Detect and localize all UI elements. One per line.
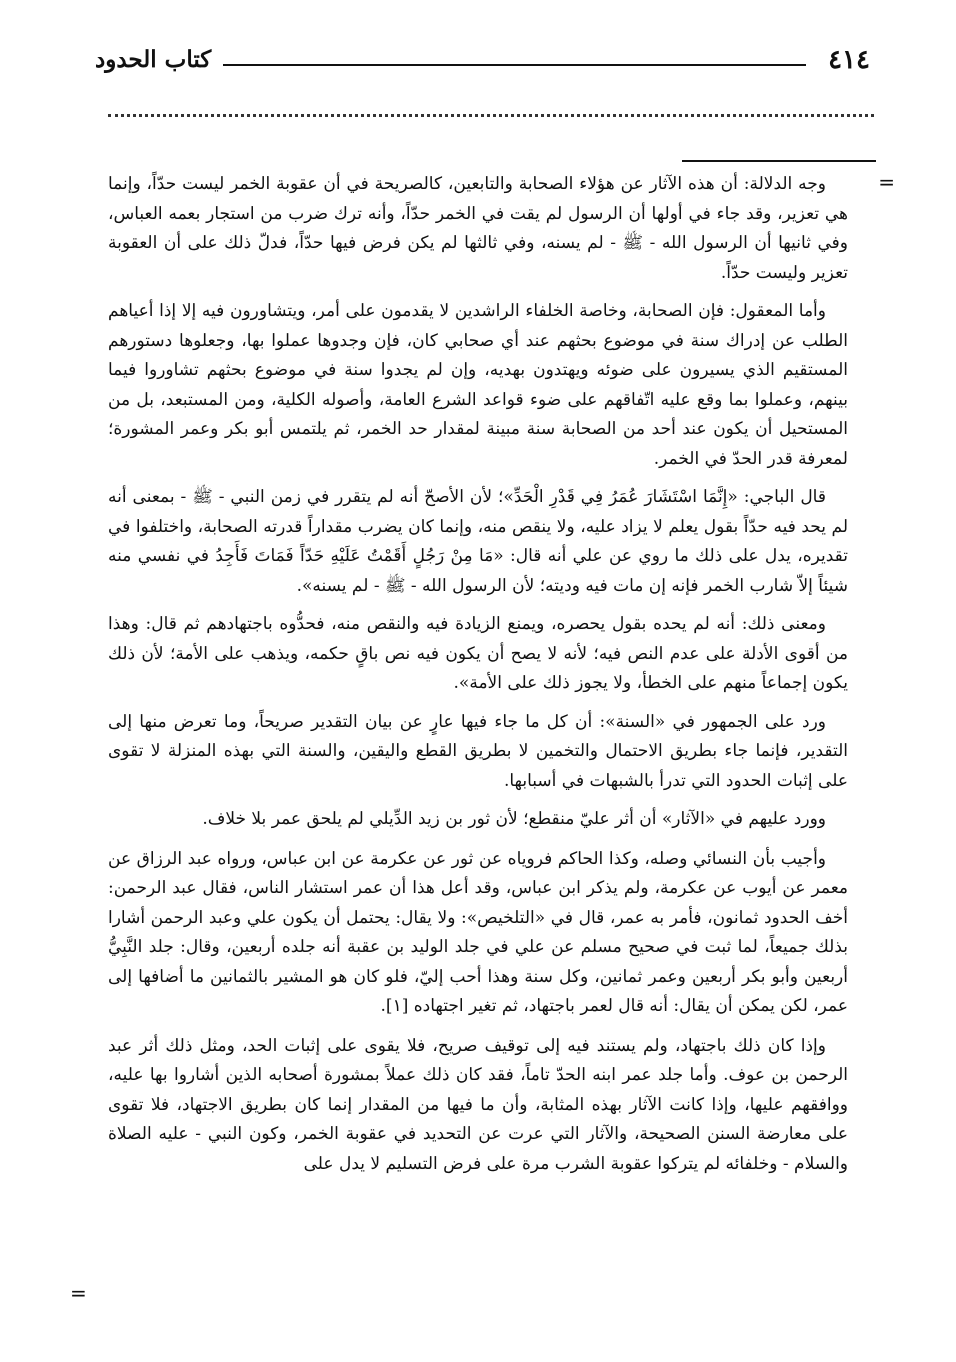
page-header	[95, 40, 870, 84]
dotted-separator	[108, 114, 874, 117]
paragraph-conclusion: وإذا كان ذلك باجتهاد، ولم يستند فيه إلى توقيف صريح، فلا يقوى على إثبات الحد، ومثل ذلك أثر عبد الرحمن بن عوف. وأما جلد عمر ابنه الحدّ تاماً، فقد كان ذلك عملاً بمشورة أصحابه الذين أشاروا بها عليه، ووافقهم عليها، وإذا كانت الآثار بهذه المثابة، وأن ما فيها من المقدار إنما كان بطريق الاجتهاد، فلا تقوى على معارضة السنن الصحيحة، والآثار التي عرت عن التحديد في عقوبة الخمر، وكون النبي - عليه الصلاة والسلام - وخلفائه لم يتركوا عقوبة الشرب مرة على فرض التسليم لا يدل على	[108, 1035, 848, 1174]
paragraph-athar-objection: وورد عليهم في «الآثار» أن أثر عليّ منقطع؛ لأن ثور بن زيد الدِّيلي لم يلحق عمر بلا خلاف.	[202, 809, 826, 829]
book-title: كتاب الحدود	[95, 46, 212, 73]
page-number: ٤١٤	[828, 45, 870, 75]
paragraph-evidence: وجه الدلالة: أن هذه الآثار عن هؤلاء الصحابة والتابعين، كالصريحة في أن عقوبة الخمر ليست حدّاً، وإنما هي تعزير، وقد جاء في أولها أن الرسول لم يقت في الخمر حدّاً، وأنه ترك ضرب من استجار بعمه العباس، وفي ثانيها أن الرسول الله - ﷺ - لم يسنه، وفي ثالثها لم يكن فرض فيها حدّاً، فدلّ ذلك على أن العقوبة تعزير وليست حدّاً.	[108, 174, 848, 283]
continuation-marker-top: =	[878, 170, 895, 194]
paragraph-baji: قال الباجي: «إِنَّمَا اسْتَشَارَ عُمَرُ فِي قَدْرِ الْحَدِّ»؛ لأن الأصحّ أنه لم يتقرر في زمن النبي - ﷺ - بمعنى أنه لم يحد فيه حدّاً بقول يعلم لا يزاد عليه، ولا ينقص منه، وإنما كان يضرب مقداراً قدرته الصحابة، واختلفوا في تقديره، يدل على ذلك ما روي عن علي أنه قال: «مَا مِنْ رَجُلٍ أَقَمْتُ عَلَيْهِ حَدّاً فَمَاتَ فَأَجِدُ في نفسي منه شيئاً إلاّ شارب الخمر فإنه إن مات فيه وديته؛ لأن الرسول الله - ﷺ - لم يسنه».	[108, 487, 849, 596]
continuation-marker-bottom: =	[70, 1281, 87, 1305]
footnote-rule	[682, 160, 876, 162]
paragraph-reason: وأما المعقول: فإن الصحابة، وخاصة الخلفاء الراشدين لا يقدمون على أمر، ويتشاورون فيه إلا إذا أعياهم الطلب عن إدراك سنة في موضوع بحثهم عند أي صحابي كان، فإن وجدوها عملوا بها، وجعلوها دستورهم المستقيم الذي يسيرون على ضوئه ويهتدون بهديه، وإن لم يجدوا سنة في موضوع بحثهم تشاوروا فيما بينهم، وعملوا بما وقع عليه اتّفاقهم على ضوء قواعد الشرع العامة، وأصوله الكلية، ومن المستبعد، بل من المستحيل أن يكون عند أحد من الصحابة سنة مبينة لمقدار حد الخمر، ثم يلتمس أبو بكر وعمر المشورة؛ لمعرفة قدر الحدّ في الخمر.	[108, 301, 848, 469]
paragraph-reply: وأجيب بأن النسائي وصله، وكذا الحاكم فروياه عن ثور عن عكرمة عن ابن عباس، ورواه عبد الرزاق عن معمر عن أيوب عن عكرمة، ولم يذكر ابن عباس، وقد أعل هذا أن عمر استشار الناس، فقال عبد الرحمن: أخف الحدود ثمانون، فأمر به عمر، قال في «التلخيص»: ولا يقال: يحتمل أن يكون علي وعبد الرحمن أشارا بذلك جميعاً، لما ثبت في صحيح مسلم عن علي في جلد الوليد بن عقبة أنه جلده أربعين، وقال: جلد النَّبِيُّ أربعين وأبو بكر أربعين وعمر ثمانين، وكل سنة وهذا أحب إليّ، فلو كان هو المشير بالثمانين ما أضافها إلى عمر، لكن يمكن أن يقال: أنه قال لعمر باجتهاد، ثم تغير اجتهاده [١].	[108, 848, 848, 1016]
header-rule	[223, 64, 806, 66]
paragraph-sunnah-objection: ورد على الجمهور في «السنة»: أن كل ما جاء فيها عارٍ عن بيان التقدير صريحاً، وما تعرض منها إلى التقدير، فإنما جاء بطريق الاحتمال والتخمين لا بطريق القطع واليقين، والسنة التي بهذه المنزلة لا تقوى على إثبات الحدود التي تدرأ بالشبهات في أسبابها.	[108, 711, 848, 791]
paragraph-meaning: ومعنى ذلك: أنه لم يحده بقول يحصره، ويمنع الزيادة فيه والنقص منه، فحدُّوه باجتهادهم ثم قال: وهذا من أقوى الأدلة على عدم النص فيه؛ لأنه لا يصح أن يكون فيه نص باقٍ حكمه، ويذهب على الأمة؛ لأن ذلك يكون إجماعاً منهم على الخطأ، ولا يجوز ذلك على الأمة».	[108, 614, 849, 693]
footnote-body	[108, 170, 848, 1188]
